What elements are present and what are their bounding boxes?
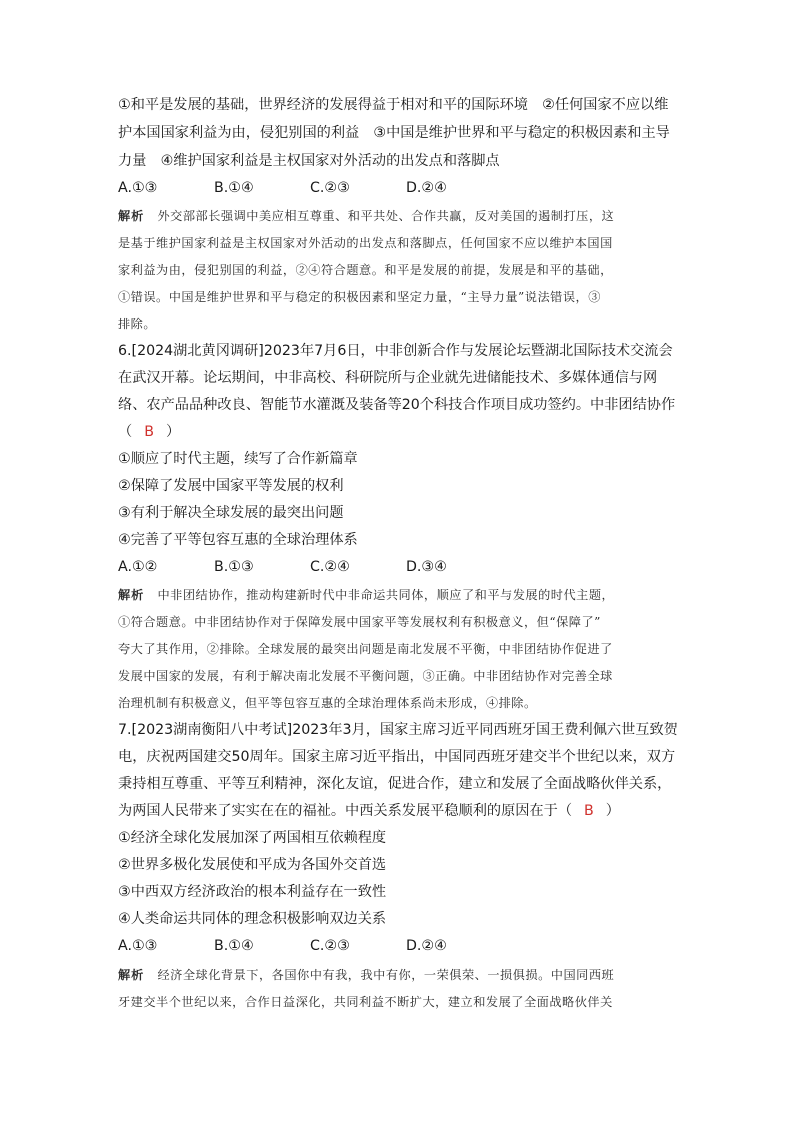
q7-stem-line: 电，庆祝两国建交50周年。国家主席习近平指出，中国同西班牙建交半个世纪以来，双方	[118, 749, 676, 765]
explanation-text: 外交部部长强调中美应相互尊重、和平共处、合作共赢，反对美国的遏制打压，这	[157, 209, 615, 223]
option-a: A.①③	[118, 938, 158, 954]
q6-statement: ④完善了平等包容互惠的全球治理体系	[118, 532, 358, 548]
option-d: D.②④	[406, 938, 447, 954]
q7-explanation-line	[118, 965, 614, 985]
option-b: B.①④	[214, 180, 254, 196]
option-c: C.②③	[310, 938, 350, 954]
q7-options	[118, 936, 502, 956]
q7-statement: ①经济全球化发展加深了两国相互依赖程度	[118, 830, 387, 846]
q6-explanation-line: 治理机制有积极意义，但平等包容互惠的全球治理体系尚未形成，④排除。	[118, 696, 537, 710]
option-c: C.②④	[310, 559, 350, 575]
explanation-text: 中非团结协作，推动构建新时代中非命运共同体，顺应了和平与发展的时代主题，	[157, 588, 615, 602]
answer-letter: B	[584, 803, 594, 819]
explanation-text: 经济全球化背景下，各国你中有我，我中有你，一荣俱荣、一损俱损。中国同西班	[157, 968, 615, 982]
q6-stem-line: 在武汉开幕。论坛期间，中非高校、科研院所与企业就先进储能技术、多媒体通信与网	[118, 370, 658, 386]
q5-explanation-line: 排除。	[118, 317, 157, 331]
answer-letter: B	[144, 424, 154, 440]
q5-options	[118, 178, 502, 198]
q7-explanation-line: 牙建交半个世纪以来，合作日益深化，共同利益不断扩大，建立和发展了全面战略伙伴关	[118, 995, 613, 1009]
q5-explanation-line: 家利益为由，侵犯别国的利益，②④符合题意。和平是发展的前提，发展是和平的基础，	[118, 263, 613, 277]
q6-answer-bracket	[118, 422, 180, 442]
q6-statement: ①顺应了时代主题，续写了合作新篇章	[118, 451, 358, 467]
explanation-label: 解析	[118, 588, 145, 602]
paren-open: （	[118, 424, 133, 440]
q7-stem-line: 7.[2023湖南衡阳八中考试]2023年3月，国家主席习近平同西班牙国王费利佩六世互致贺	[118, 722, 678, 738]
q7-statement: ③中西双方经济政治的根本利益存在一致性	[118, 884, 387, 900]
explanation-label: 解析	[118, 209, 145, 223]
option-c: C.②③	[310, 180, 350, 196]
q6-stem-line: 络、农产品品种改良、智能节水灌溉及装备等20个科技合作项目成功签约。中非团结协作	[118, 397, 676, 413]
q6-explanation-line: 发展中国家的发展，有利于解决南北发展不平衡问题，③正确。中非团结协作对完善全球	[118, 669, 613, 683]
paren-open: （	[557, 803, 573, 819]
option-a: A.①③	[118, 180, 158, 196]
q6-explanation-line: ①符合题意。中非团结协作对于保障发展中国家平等发展权利有积极意义，但“保障了”	[118, 615, 601, 629]
option-a: A.①②	[118, 559, 158, 575]
q6-stem-line: 6.[2024湖北黄冈调研]2023年7月6日，中非创新合作与发展论坛暨湖北国际技术交流会	[118, 343, 673, 359]
option-d: D.③④	[406, 559, 447, 575]
paren-close: ）	[165, 424, 181, 440]
q7-statement: ②世界多极化发展使和平成为各国外交首选	[118, 857, 387, 873]
q7-stem-line	[118, 801, 620, 821]
option-b: B.①③	[214, 559, 254, 575]
stem-text: 为两国人民带来了实实在在的福祉。中西关系发展平稳顺利的原因在于	[118, 803, 558, 819]
q6-statement: ②保障了发展中国家平等发展的权利	[118, 478, 344, 494]
q5-statement-line: ①和平是发展的基础，世界经济的发展得益于相对和平的国际环境 ②任何国家不应以维	[118, 97, 669, 113]
q7-statement: ④人类命运共同体的理念积极影响双边关系	[118, 911, 387, 927]
q6-explanation-line: 夸大了其作用，②排除。全球发展的最突出问题是南北发展不平衡，中非团结协作促进了	[118, 642, 613, 656]
option-d: D.②④	[406, 180, 447, 196]
q5-statement-line: 护本国国家利益为由，侵犯别国的利益 ③中国是维护世界和平与稳定的积极因素和主导	[118, 125, 670, 141]
explanation-label: 解析	[118, 968, 145, 982]
q5-explanation-line: 是基于维护国家利益是主权国家对外活动的出发点和落脚点，任何国家不应以维护本国国	[118, 236, 613, 250]
q6-statement: ③有利于解决全球发展的最突出问题	[118, 505, 344, 521]
q5-statement-line: 力量 ④维护国家利益是主权国家对外活动的出发点和落脚点	[118, 153, 500, 169]
q5-explanation-line	[118, 206, 614, 226]
q6-options	[118, 557, 502, 577]
q6-explanation-line	[118, 585, 614, 605]
option-b: B.①④	[214, 938, 254, 954]
q5-explanation-line: ①错误。中国是维护世界和平与稳定的积极因素和坚定力量，“主导力量”说法错误，③	[118, 290, 601, 304]
q7-stem-line: 秉持相互尊重、平等互利精神，深化友谊，促进合作，建立和发展了全面战略伙伴关系，	[118, 776, 672, 792]
paren-close: ）	[605, 803, 620, 819]
